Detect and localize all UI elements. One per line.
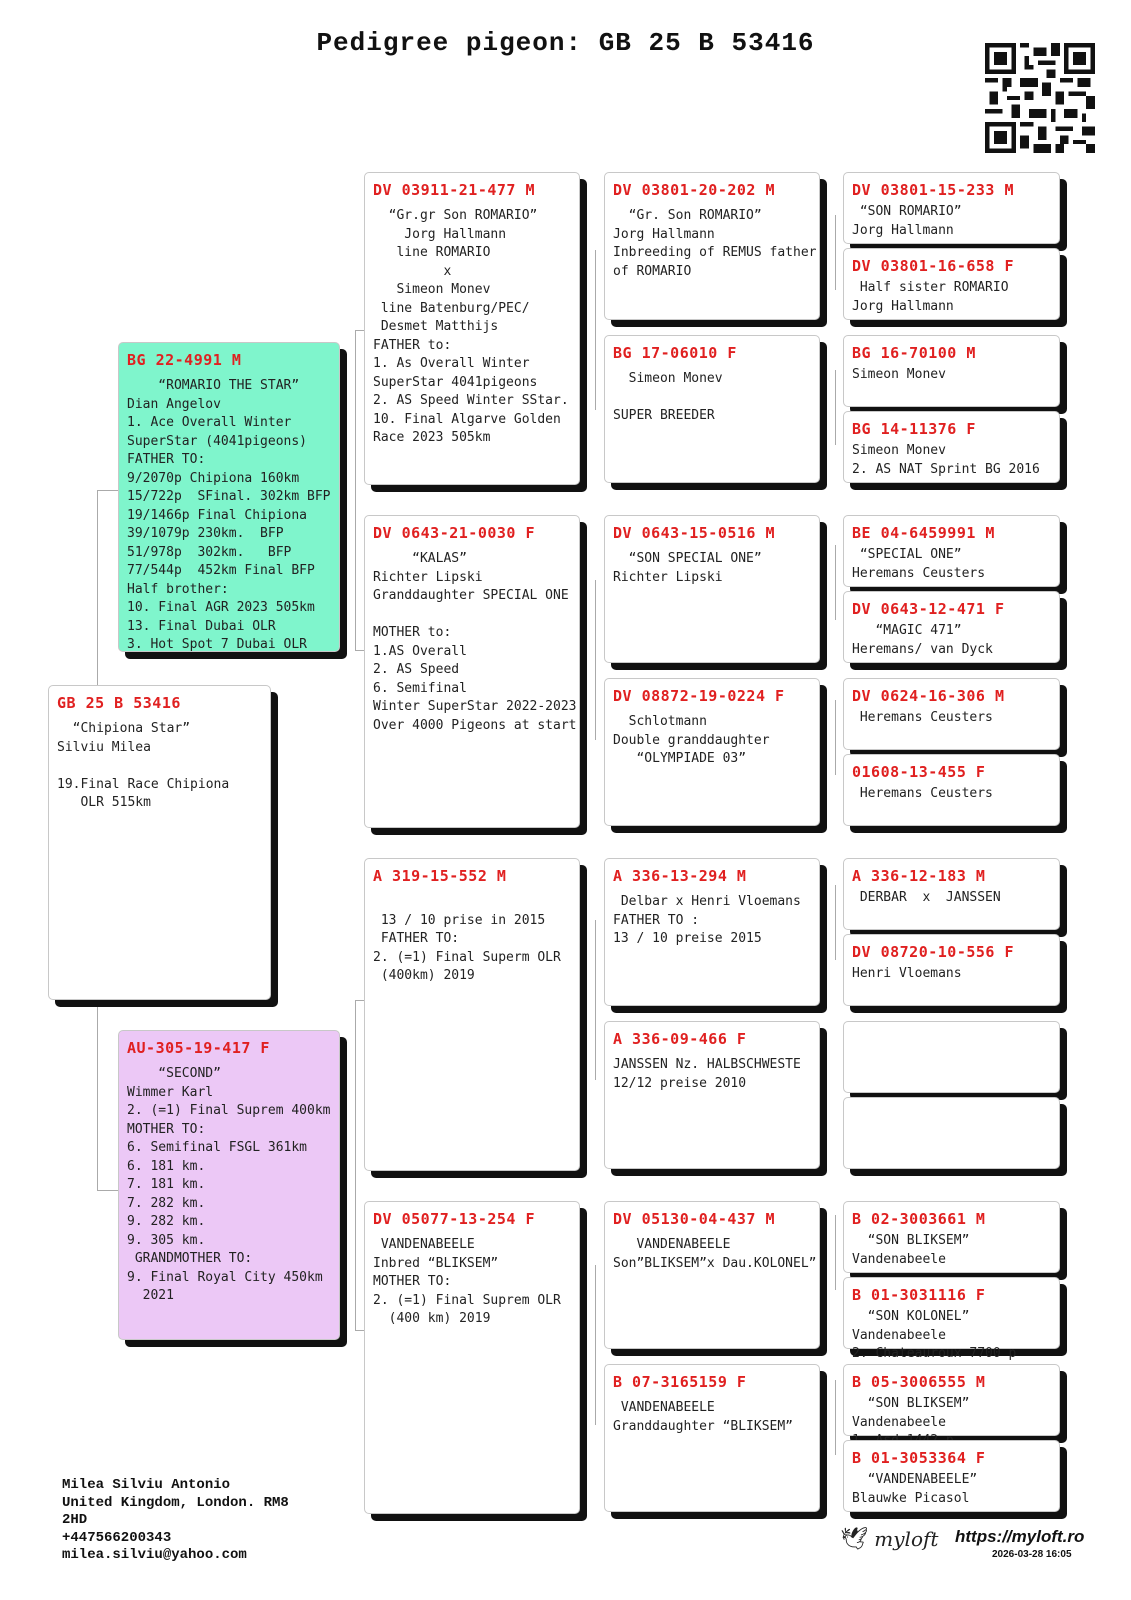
dds-card[interactable]: [604, 1201, 820, 1349]
gen4-card-3[interactable]: [843, 335, 1060, 407]
ring-number: DV 0643-21-0030 F: [373, 524, 536, 542]
ring-number: B 01-3053364 F: [852, 1449, 986, 1467]
ring-number: AU-305-19-417 F: [127, 1039, 270, 1057]
pigeon-info: VANDENABEELE Granddaughter “BLIKSEM”: [613, 1400, 794, 1434]
pigeon-info: JANSSEN Nz. HALBSCHWESTE 12/12 preise 2010: [613, 1057, 801, 1091]
sdd-card[interactable]: [604, 678, 820, 826]
pigeon-info: Simeon Monev 2. AS NAT Sprint BG 2016: [852, 443, 1040, 477]
pigeon-info: “SON KOLONEL” Vandenabeele 2. Chateauroux 7700 p: [852, 1309, 1017, 1361]
brand-url-link[interactable]: https://myloft.ro: [955, 1527, 1085, 1546]
pigeon-info: “Gr.gr Son ROMARIO” Jorg Hallmann line ROMARIO x Simeon Monev line Batenburg/PEC/ Desmet Matthijs FATHER to: 1. As Overall Winter SuperStar 4041pigeons 2. AS Speed Winter SStar. 10. Final Algarve Golden Race 2023 505km: [373, 208, 569, 445]
dss-card[interactable]: [604, 858, 820, 1006]
pigeon-info: Simeon Monev: [852, 367, 946, 382]
dsd-card[interactable]: [604, 1021, 820, 1169]
qr-code-icon: [985, 43, 1095, 153]
ring-number: DV 0643-12-471 F: [852, 600, 1005, 618]
owner-contact: Milea Silviu Antonio United Kingdom, London. RM8 2HD +447566200343 milea.silviu@yahoo.com: [62, 1477, 289, 1563]
ring-number: B 05-3006555 M: [852, 1373, 986, 1391]
pigeon-info: Heremans Ceusters: [852, 786, 993, 801]
ring-number: DV 03801-20-202 M: [613, 181, 776, 199]
ring-number: BG 14-11376 F: [852, 420, 976, 438]
ring-number: DV 0643-15-0516 M: [613, 524, 776, 542]
pigeon-info: “SON BLIKSEM” Vandenabeele: [852, 1233, 970, 1267]
gen4-card-14[interactable]: [843, 1277, 1060, 1361]
pigeon-info: DERBAR x JANSSEN: [852, 890, 1001, 905]
ssd-card[interactable]: [604, 335, 820, 483]
sss-card[interactable]: [604, 172, 820, 320]
pigeon-info: “KALAS” Richter Lipski Granddaughter SPECIAL ONE MOTHER to: 1.AS Overall 2. AS Speed 6. Semifinal Winter SuperStar 2022-2023 Over 4000 Pigeons at start: [373, 551, 577, 733]
dam-dam-card[interactable]: [364, 1201, 580, 1514]
pigeon-info: Half sister ROMARIO Jorg Hallmann: [852, 280, 1009, 314]
ring-number: DV 03801-15-233 M: [852, 181, 1015, 199]
gen4-card-6[interactable]: [843, 591, 1060, 663]
brand-logo: [840, 1527, 938, 1552]
generated-timestamp: 2026-03-28 16:05: [992, 1549, 1072, 1560]
ring-number: DV 08872-19-0224 F: [613, 687, 785, 705]
sds-card[interactable]: [604, 515, 820, 663]
ring-number: BG 22-4991 M: [127, 351, 242, 369]
brand-logo-text: myloft: [874, 1527, 939, 1551]
pigeon-info: “SON BLIKSEM” Vandenabeele: [852, 1396, 970, 1430]
ring-number: DV 05077-13-254 F: [373, 1210, 536, 1228]
pigeon-info: VANDENABEELE Inbred “BLIKSEM” MOTHER TO: 2. (=1) Final Suprem OLR (400 km) 2019: [373, 1237, 561, 1326]
ring-number: GB 25 B 53416: [57, 694, 181, 712]
sire-dam-card[interactable]: [364, 515, 580, 828]
pigeon-info: “ROMARIO THE STAR” Dian Angelov 1. Ace Overall Winter SuperStar (4041pigeons) FATHER TO: 9/2070p Chipiona 160km 15/722p SFinal. 302km BFP 19/1466p Final Chipiona 39/1079p 230km. BFP 51/978p 302km. BFP 77/544p 452km Final BFP Half brother: 10. Final AGR 2023 505km 13. Final Dubai OLR 3. Hot Spot 7 Dubai OLR: [127, 378, 331, 652]
pigeon-info: “SON SPECIAL ONE” Richter Lipski: [613, 551, 762, 585]
pigeon-info: “Chipiona Star” Silviu Milea 19.Final Race Chipiona OLR 515km: [57, 721, 230, 810]
pigeon-info: “SPECIAL ONE” Heremans Ceusters: [852, 547, 986, 581]
gen4-card-9[interactable]: [843, 858, 1060, 930]
pigeon-info: “MAGIC 471” Heremans/ van Dyck: [852, 623, 993, 657]
gen4-card-12[interactable]: [843, 1097, 1060, 1169]
ddd-card[interactable]: [604, 1364, 820, 1512]
gen4-card-1[interactable]: [843, 172, 1060, 244]
pigeon-info: “Gr. Son ROMARIO” Jorg Hallmann Inbreeding of REMUS father of ROMARIO: [613, 208, 817, 279]
dam-sire-card[interactable]: [364, 858, 580, 1171]
ring-number: A 336-09-466 F: [613, 1030, 747, 1048]
pigeon-info: Simeon Monev SUPER BREEDER: [613, 371, 723, 423]
ring-number: BE 04-6459991 M: [852, 524, 995, 542]
ring-number: DV 03911-21-477 M: [373, 181, 536, 199]
ring-number: A 319-15-552 M: [373, 867, 507, 885]
gen4-card-8[interactable]: [843, 754, 1060, 826]
gen4-card-13[interactable]: [843, 1201, 1060, 1273]
gen4-card-11[interactable]: [843, 1021, 1060, 1093]
gen4-card-5[interactable]: [843, 515, 1060, 587]
gen4-card-4[interactable]: [843, 411, 1060, 483]
gen4-card-15[interactable]: [843, 1364, 1060, 1436]
dam-card[interactable]: [118, 1030, 340, 1340]
page-title: Pedigree pigeon: GB 25 B 53416: [316, 28, 815, 58]
ring-number: DV 0624-16-306 M: [852, 687, 1005, 705]
pigeon-info: 13 / 10 prise in 2015 FATHER TO: 2. (=1) Final Superm OLR (400km) 2019: [373, 912, 561, 983]
gen4-card-16[interactable]: [843, 1440, 1060, 1512]
ring-number: DV 08720-10-556 F: [852, 943, 1015, 961]
ring-number: B 01-3031116 F: [852, 1286, 986, 1304]
ring-number: DV 03801-16-658 F: [852, 257, 1015, 275]
gen4-card-10[interactable]: [843, 934, 1060, 1006]
sire-card[interactable]: [118, 342, 340, 652]
ring-number: BG 17-06010 F: [613, 344, 737, 362]
ring-number: B 07-3165159 F: [613, 1373, 747, 1391]
pigeon-info: Henri Vloemans: [852, 966, 962, 981]
ring-number: BG 16-70100 M: [852, 344, 976, 362]
pigeon-info: Schlotmann Double granddaughter “OLYMPIADE 03”: [613, 714, 770, 766]
pigeon-info: “SECOND” Wimmer Karl 2. (=1) Final Suprem 400km MOTHER TO: 6. Semifinal FSGL 361km 6. 181 km. 7. 181 km. 7. 282 km. 9. 282 km. 9. 305 km. GRANDMOTHER TO: 9. Final Royal City 450km 2021: [127, 1066, 331, 1303]
ring-number: DV 05130-04-437 M: [613, 1210, 776, 1228]
pigeon-info: VANDENABEELE Son”BLIKSEM”x Dau.KOLONEL”: [613, 1237, 817, 1271]
pigeon-info: “SON ROMARIO” Jorg Hallmann: [852, 204, 962, 238]
brand-block: [840, 1527, 1100, 1567]
pigeon-info: Heremans Ceusters: [852, 710, 993, 725]
ring-number: A 336-12-183 M: [852, 867, 986, 885]
subject-card[interactable]: [48, 685, 271, 1000]
ring-number: 01608-13-455 F: [852, 763, 986, 781]
gen4-card-2[interactable]: [843, 248, 1060, 320]
myloft-bird-icon: 🕊: [840, 1527, 868, 1552]
gen4-card-7[interactable]: [843, 678, 1060, 750]
ring-number: B 02-3003661 M: [852, 1210, 986, 1228]
sire-sire-card[interactable]: [364, 172, 580, 485]
pigeon-info: “VANDENABEELE” Blauwke Picasol: [852, 1472, 978, 1506]
ring-number: A 336-13-294 M: [613, 867, 747, 885]
pigeon-info: Delbar x Henri Vloemans FATHER TO : 13 / 10 preise 2015: [613, 894, 801, 946]
